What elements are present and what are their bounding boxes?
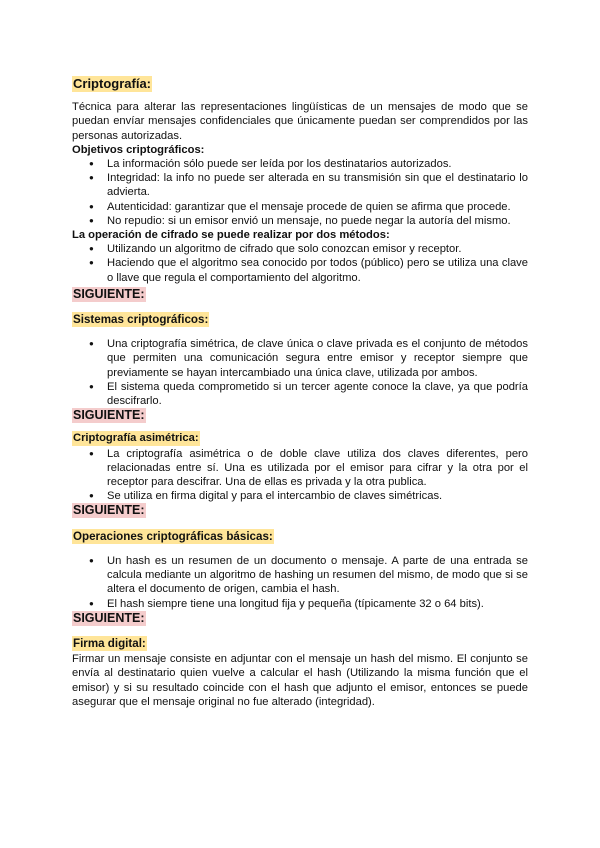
document-page: [72, 76, 528, 709]
list-item: ● No repudio: si un emisor envió un mensaje, no puede negar la autoría del mismo.: [72, 214, 528, 228]
cifrado-heading: La operación de cifrado se puede realizar por dos métodos:: [72, 229, 390, 242]
list-item: ● El hash siempre tiene una longitud fija y pequeña (típicamente 32 o 64 bits).: [72, 597, 528, 611]
heading-asimetrica: Criptografía asimétrica:: [73, 432, 199, 445]
siguiente-label: SIGUIENTE:: [73, 286, 145, 301]
list-item: ● Una criptografía simétrica, de clave única o clave privada es el conjunto de métodos que permiten una comunicación segura entre emisor y receptor siempre que previamente se hayan intercambiado una única clave, utilizada por ambos.: [72, 337, 528, 380]
sistemas-list: [72, 337, 528, 408]
list-item: ● Autenticidad: garantizar que el mensaje procede de quien se afirma que procede.: [72, 200, 528, 214]
asimetrica-list: [72, 447, 528, 504]
list-item: ● Integridad: la info no puede ser alterada en su transmisión sin que el destinatario lo advierta.: [72, 171, 528, 199]
list-item: ● Haciendo que el algoritmo sea conocido por todos (público) pero se utiliza una clave o llave que regula el comportamiento del algoritmo.: [72, 256, 528, 284]
firma-paragraph: Firmar un mensaje consiste en adjuntar con el mensaje un hash del mismo. El conjunto se envía al destinatario quien vuelve a calcular el hash (Utilizando la misma función que el emisor) y si su resultado coincide con el hash que adjunto el emisor, entonces se puede asegurar que el mensaje original no fue alterado (integridad).: [72, 653, 528, 708]
cifrado-list: [72, 242, 528, 285]
list-item: ● La información sólo puede ser leída por los destinatarios autorizados.: [72, 157, 528, 171]
siguiente-label: SIGUIENTE:: [73, 610, 145, 625]
list-item: ● Un hash es un resumen de un documento o mensaje. A parte de una entrada se calcula mediante un algoritmo de hashing un resumen del mismo, de modo que si se altera el documento de origen, cambia el hash.: [72, 554, 528, 597]
list-item: ● Se utiliza en firma digital y para el intercambio de claves simétricas.: [72, 489, 528, 503]
siguiente-label: SIGUIENTE:: [73, 408, 145, 423]
list-item: ● El sistema queda comprometido si un tercer agente conoce la clave, ya que podría descifrarlo.: [72, 380, 528, 408]
heading-firma: Firma digital:: [73, 636, 146, 650]
heading-operaciones: Operaciones criptográficas básicas:: [73, 529, 273, 543]
intro-paragraph: Técnica para alterar las representaciones lingüísticas de un mensajes de modo que se puedan envíar mensajes confidenciales que únicamente puedan ser comprendidos por las personas autorizadas.: [72, 101, 528, 142]
operaciones-list: [72, 554, 528, 611]
heading-criptografia: Criptografía:: [73, 76, 151, 91]
list-item: ● Utilizando un algoritmo de cifrado que solo conozcan emisor y receptor.: [72, 242, 528, 256]
heading-sistemas: Sistemas criptográficos:: [73, 313, 209, 327]
list-item: ● La criptografía asimétrica o de doble clave utiliza dos claves diferentes, pero relacionadas entre sí. Una es utilizada por el emisor para cifrar y la otra por el receptor para descifrar. Una de ellas es privada y la otra publica.: [72, 447, 528, 490]
siguiente-label: SIGUIENTE:: [73, 503, 145, 518]
objetivos-list: [72, 157, 528, 228]
objetivos-heading: Objetivos criptográficos:: [72, 143, 205, 156]
